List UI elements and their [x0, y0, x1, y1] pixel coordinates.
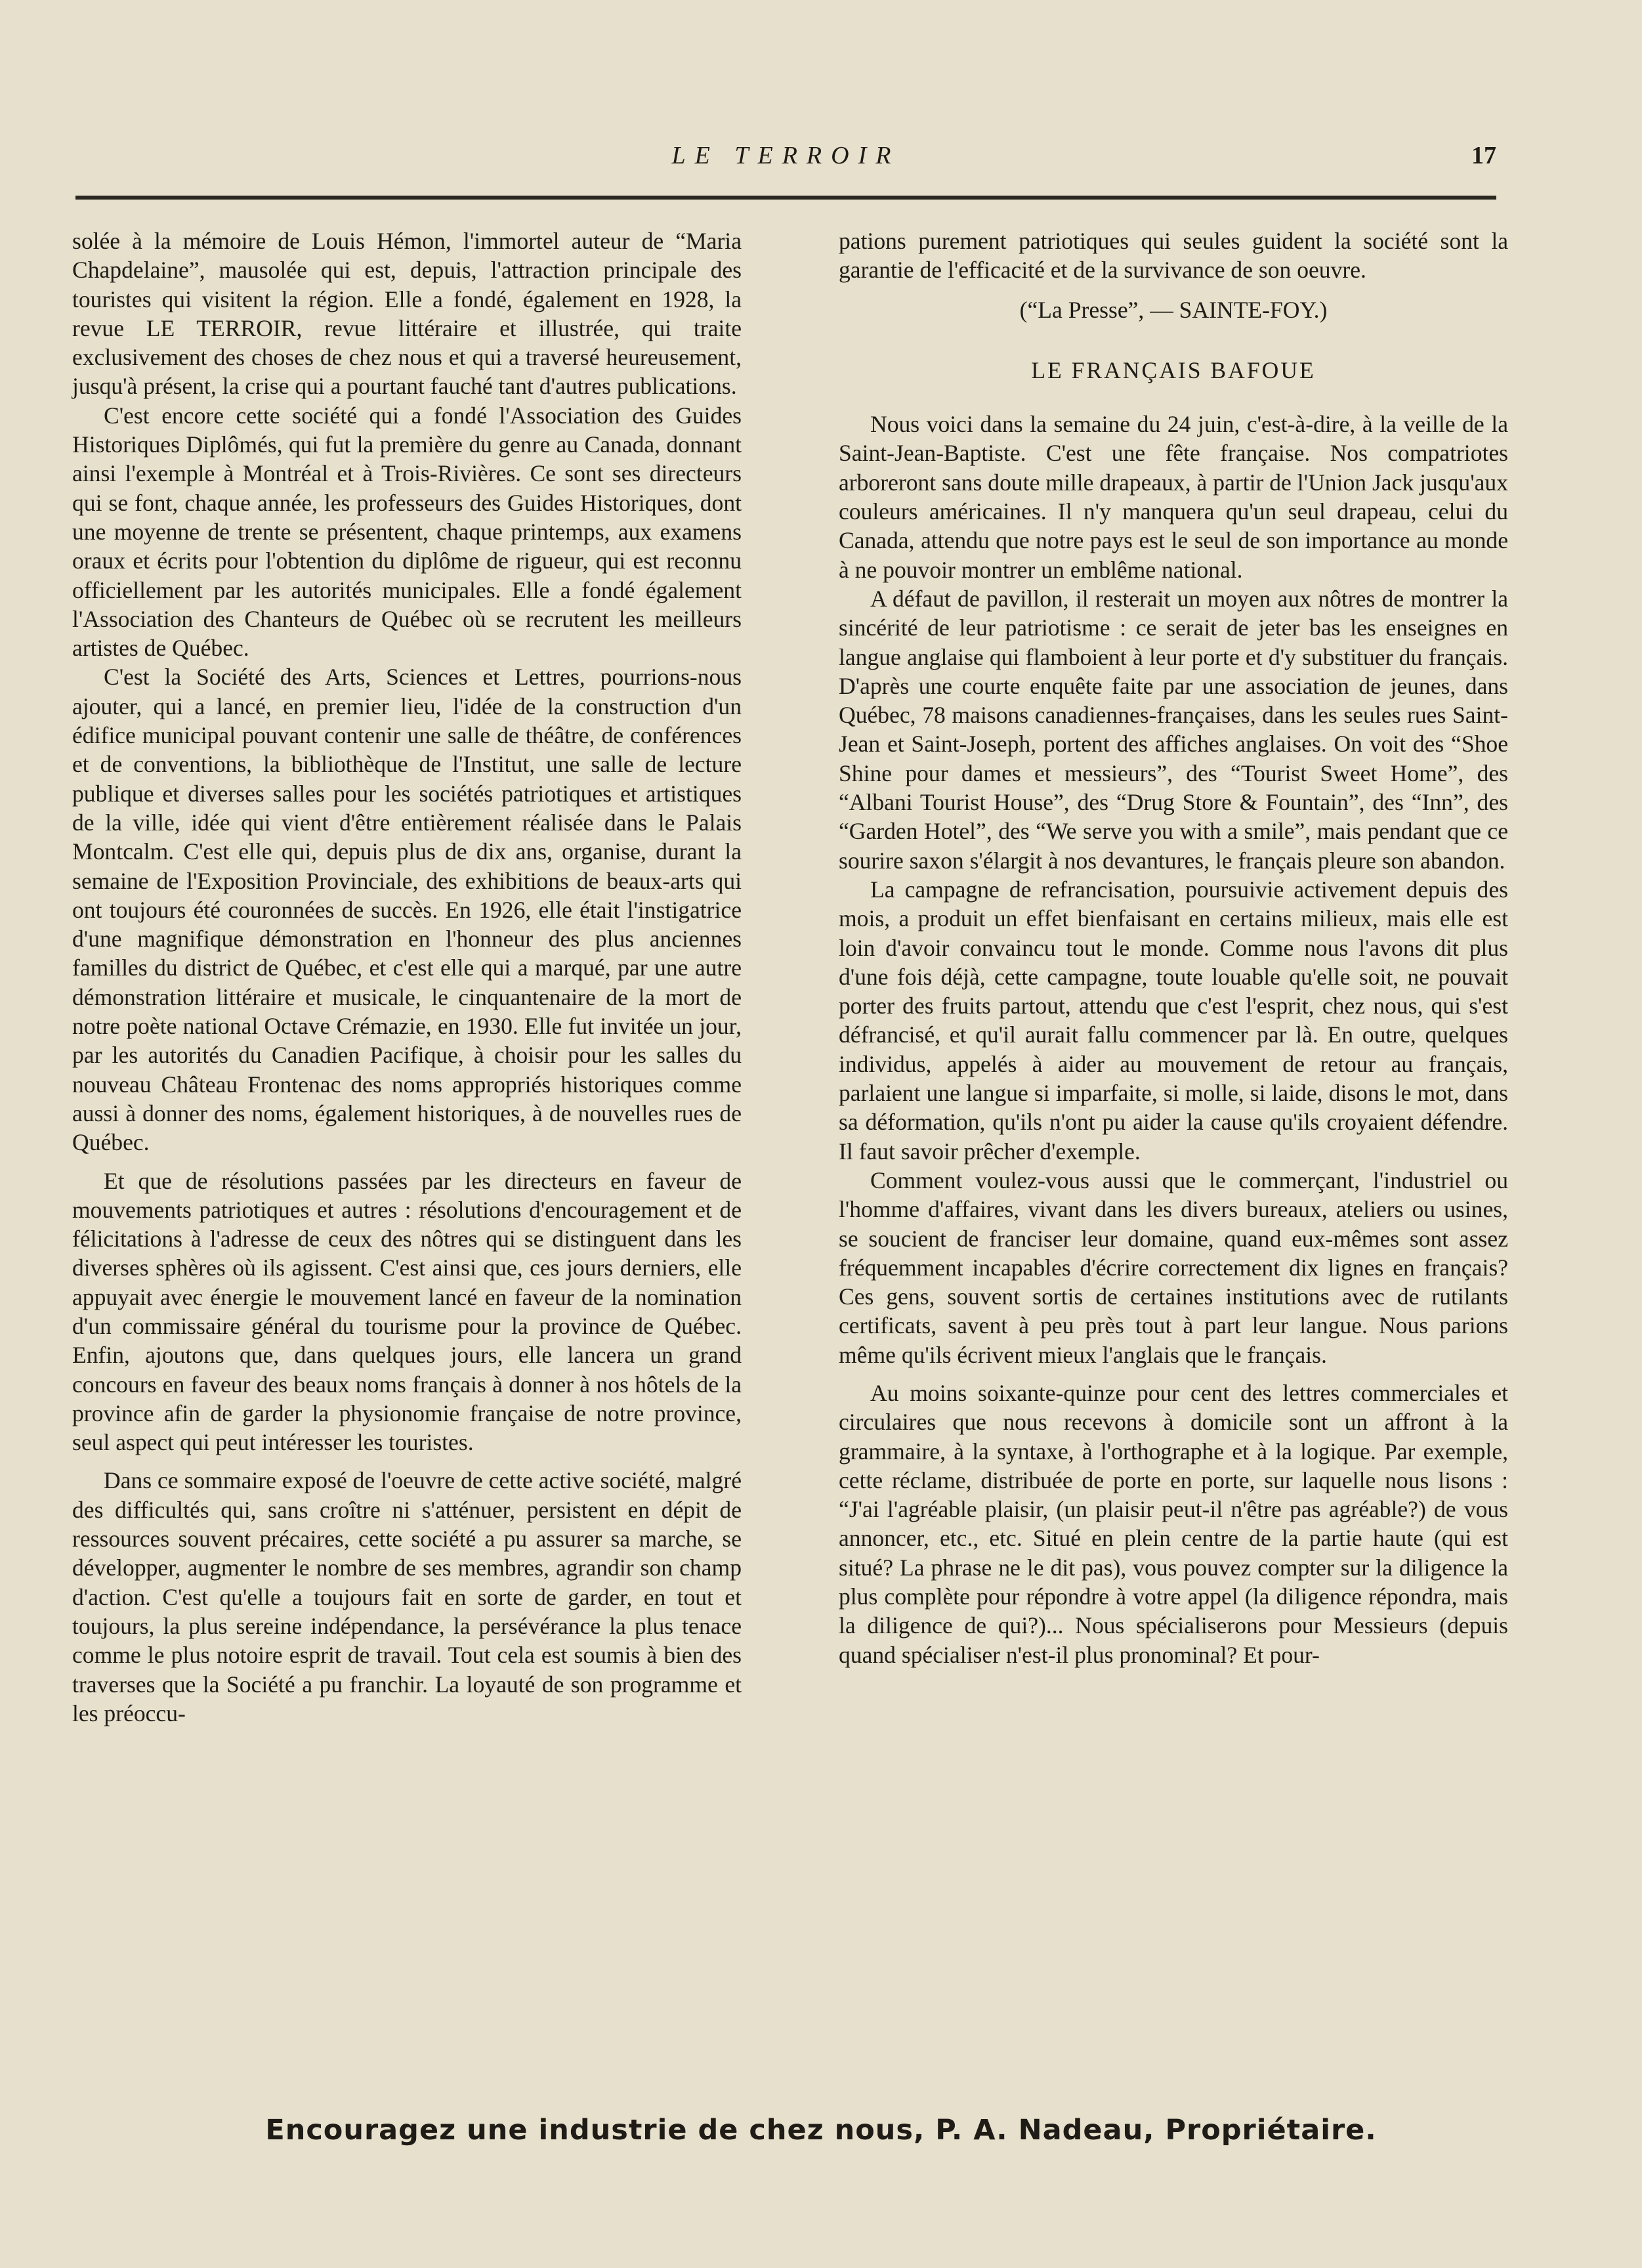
left-column — [72, 226, 742, 1728]
paragraph: Nous voici dans la semaine du 24 juin, c'est-à-dire, à la veille de la Saint-Jean-Baptiste. C'est une fête française. Nos compatriotes arboreront sans doute mille drapeaux, à partir de l'Union Jack jusqu'aux couleurs américaines. Il n'y manquera qu'un seul drapeau, celui du Canada, attendu que notre pays est le seul de son importance au monde à ne pouvoir montrer un emblême national. — [839, 411, 1508, 583]
header-rule — [75, 196, 1496, 200]
paragraph: La campagne de refrancisation, poursuivie activement depuis des mois, a produit un effet bienfaisant en certains milieux, mais elle est loin d'avoir convaincu tout le monde. Comme nous l'avons dit plus d'une fois déjà, cette campagne, toute louable qu'elle soit, ne pouvait porter des fruits partout, attendu que c'est l'esprit, chez nous, qui s'est défrancisé, et qu'il aurait fallu commencer par là. En outre, quelques individus, appelés à aider au mouvement de retour au français, parlaient une langue si imparfaite, si molle, si laide, disons le mot, dans sa déformation, qu'ils n'ont pu aider la cause qu'ils croyaient défendre. Il faut savoir prêcher d'exemple. — [839, 876, 1508, 1165]
lead-paragraph: pations purement patriotiques qui seules guident la société sont la garantie de l'efficacité et de la survivance de son oeuvre. — [839, 228, 1508, 284]
paragraph: solée à la mémoire de Louis Hémon, l'immortel auteur de “Maria Chapdelaine”, mausolée qui est, depuis, l'attraction principale des touristes qui visitent la région. Elle a fondé, également en 1928, la revue LE TERROIR, revue littéraire et illustrée, qui traite exclusivement des choses de chez nous et qui a traversé heureusement, jusqu'à présent, la crise qui a pourtant fauché tant d'autres publications. — [72, 228, 742, 400]
paragraph: A défaut de pavillon, il resterait un moyen aux nôtres de montrer la sincérité de leur patriotisme : ce serait de jeter bas les enseignes en langue anglaise qui flamboient à leur porte et d'y substituer du français. D'après une courte enquête faite par une association de jeunes, dans Québec, 78 maisons canadiennes-françaises, dans les seules rues Saint-Jean et Saint-Joseph, portent des affiches anglaises. On voit des “Shoe Shine pour dames et messieurs”, des “Tourist Sweet Home”, des “Albani Tourist House”, des “Drug Store & Fountain”, des “Inn”, des “Garden Hotel”, des “We serve you with a smile”, mais pendant que ce sourire saxon s'élargit à nos devantures, le français pleure son abandon. — [839, 585, 1508, 874]
running-title: LE TERROIR — [671, 142, 900, 169]
paragraph: C'est encore cette société qui a fondé l'Association des Guides Historiques Diplômés, qui fut la première du genre au Canada, donnant ainsi l'exemple à Montréal et à Trois-Rivières. Ce sont ses directeurs qui se font, chaque année, les professeurs des Guides Historiques, dont une moyenne de trente se présentent, chaque printemps, aux examens oraux et écrits pour l'obtention du diplôme de rigueur, qui est reconnu officiellement par les autorités municipales. Elle a fondé également l'Association des Chanteurs de Québec où se recrutent les meilleurs artistes de Québec. — [72, 402, 742, 662]
article-title: LE FRANÇAIS BAFOUE — [1031, 356, 1316, 383]
page-header — [75, 141, 1496, 181]
footer-advert: Encouragez une industrie de chez nous, P. A. Nadeau, Propriétaire. — [265, 2114, 1377, 2147]
paragraph: Comment voulez-vous aussi que le commerçant, l'industriel ou l'homme d'affaires, vivant dans les divers bureaux, ateliers ou usines, se soucient de franciser leur domaine, quand eux-mêmes sont assez fréquemment incapables d'écrire correctement dix lignes en français? Ces gens, souvent sortis de certaines institutions avec de rutilants certificats, savent à peu près tout à part leur langue. Nous parions même qu'ils écrivent mieux l'anglais que le français. — [839, 1166, 1508, 1368]
paragraph: Et que de résolutions passées par les directeurs en faveur de mouvements patriotiques et autres : résolutions d'encouragement et de félicitations à l'adresse de ceux des nôtres qui se distinguent dans les diverses sphères où ils agissent. C'est ainsi que, ces jours derniers, elle appuyait avec énergie le mouvement lancé en faveur de la nomination d'un commissaire général du tourisme pour la province de Québec. Enfin, ajoutons que, dans quelques jours, elle lancera un grand concours en faveur des beaux noms français à donner à nos hôtels de la province afin de garder la physionomie française de notre province, seul aspect qui peut intéresser les touristes. — [72, 1167, 742, 1456]
paragraph: C'est la Société des Arts, Sciences et Lettres, pourrions-nous ajouter, qui a lancé, en premier lieu, l'idée de la construction d'un édifice municipal pouvant contenir une salle de théâtre, de conférences et de conventions, la bibliothèque de l'Institut, une salle de lecture publique et diverses salles pour les sociétés patriotiques et artistiques de la ville, idée qui vient d'être entièrement réalisée dans le Palais Montcalm. C'est elle qui, depuis plus de dix ans, organise, durant la semaine de l'Exposition Provinciale, des exhibitions de beaux-arts qui ont toujours été couronnées de succès. En 1926, elle était l'instigatrice d'une magnifique démonstration en l'honneur des plus anciennes familles du district de Québec, et c'est elle qui a marqué, par une autre démonstration littéraire et musicale, le cinquantenaire de la mort de notre poète national Octave Crémazie, en 1930. Elle fut invitée un jour, par les autorités du Canadien Pacifique, à choisir pour les salles du nouveau Château Frontenac des noms appropriés historiques comme aussi à donner des noms, également historiques, à de nouvelles rues de Québec. — [72, 664, 742, 1156]
paragraph: Au moins soixante-quinze pour cent des lettres commerciales et circulaires que nous recevons à domicile sont un affront à la grammaire, à la syntaxe, à l'orthographe et à la logique. Par exemple, cette réclame, distribuée de porte en porte, sur laquelle nous lisons : “J'ai l'agréable plaisir, (un plaisir peut-il n'être pas agréable?) de vous annoncer, etc., etc. Situé en plein centre de la partie haute (qui est situé? La phrase ne le dit pas), vous pouvez compter sur la diligence la plus complète pour répondre à votre appel (la diligence répondra, mais la diligence de qui?)... Nous spécialiserons pour Messieurs (depuis quand spécialiser n'est-il plus pronominal? Et pour- — [839, 1379, 1508, 1668]
paragraph: Dans ce sommaire exposé de l'oeuvre de cette active société, malgré des difficultés qui, sans croître ni s'atténuer, persistent en dépit de ressources souvent précaires, cette société a pu assurer sa marche, se développer, augmenter le nombre de ses membres, agrandir son champ d'action. C'est qu'elle a toujours fait en sorte de garder, en tout et toujours, la plus sereine indépendance, la persévérance la plus tenace comme le plus notoire esprit de travail. Tout cela est soumis à bien des traverses que la Société a pu franchir. La loyauté de son programme et les préoccu- — [72, 1467, 742, 1726]
article-source: (“La Presse”, — SAINTE-FOY.) — [1019, 296, 1328, 323]
right-column — [839, 226, 1508, 1669]
page-number: 17 — [1471, 142, 1496, 169]
